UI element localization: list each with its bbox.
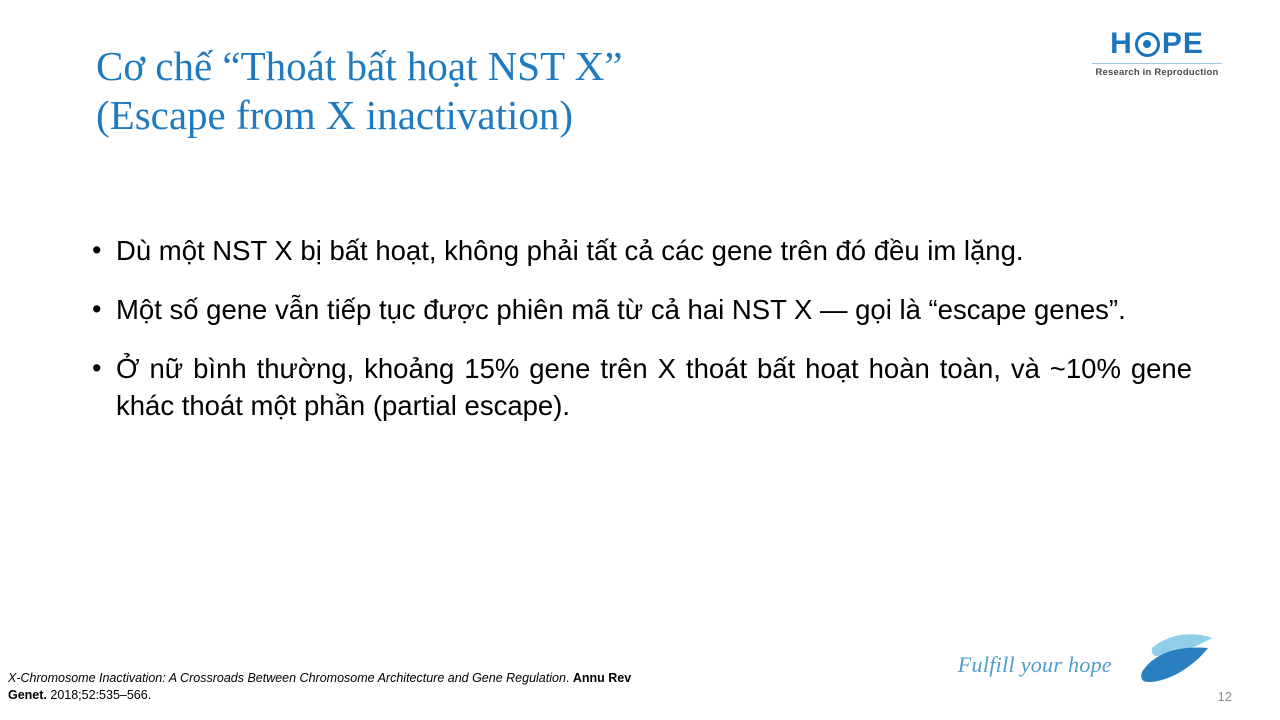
bullet-marker-icon: • xyxy=(92,235,102,265)
slide-body xyxy=(92,232,1192,446)
bullet-marker-icon: • xyxy=(92,294,102,324)
reference-citation: 2018;52:535–566. xyxy=(46,688,152,702)
bullet-text: Dù một NST X bị bất hoạt, không phải tất cả các gene trên đó đều im lặng. xyxy=(116,235,1024,266)
bullet-text: Ở nữ bình thường, khoảng 15% gene trên X thoát bất hoạt hoàn toàn, và ~10% gene khác thoát một phần (partial escape). xyxy=(116,353,1192,421)
slide-title xyxy=(96,42,1036,140)
bullet-item xyxy=(92,350,1192,424)
hope-logo-circle-icon xyxy=(1135,32,1160,57)
page-number: 12 xyxy=(1217,689,1232,704)
bullet-item xyxy=(92,232,1192,269)
bullet-marker-icon: • xyxy=(92,353,102,383)
slide-title-line-2: (Escape from X inactivation) xyxy=(96,92,574,138)
hope-logo-letters-pe: PE xyxy=(1161,27,1204,60)
hope-logo xyxy=(1092,28,1222,78)
hope-logo-letter-h: H xyxy=(1110,27,1133,60)
footer-tagline: Fulfill your hope xyxy=(957,652,1112,677)
bullet-item xyxy=(92,291,1192,328)
reference-journal: Annu Rev Genet. xyxy=(8,671,632,702)
leaf-logo-icon xyxy=(1122,626,1214,684)
hope-logo-subtitle: Research in Reproduction xyxy=(1092,63,1222,78)
bullet-text: Một số gene vẫn tiếp tục được phiên mã từ cả hai NST X — gọi là “escape genes”. xyxy=(116,294,1126,325)
footer-reference xyxy=(8,670,648,704)
reference-separator: . xyxy=(565,671,573,685)
slide-title-line-1: Cơ chế “Thoát bất hoạt NST X” xyxy=(96,43,623,89)
reference-title: X-Chromosome Inactivation: A Crossroads Between Chromosome Architecture and Gene Regulation xyxy=(8,671,566,685)
hope-logo-wordmark xyxy=(1092,28,1222,60)
